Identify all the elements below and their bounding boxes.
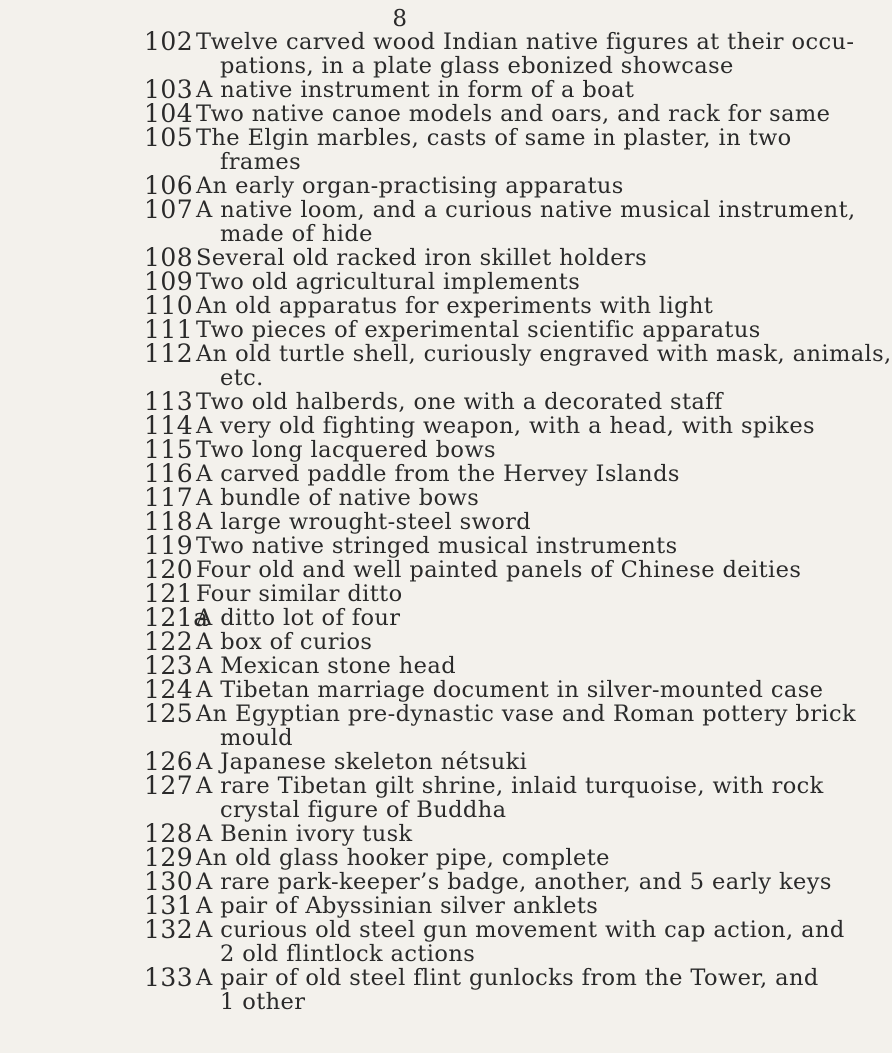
lot-number: 119 [144,531,194,560]
lot-description-continuation: made of hide [220,221,373,247]
lot-description-continuation: pations, in a plate glass ebonized showcase [220,53,734,79]
list-item [0,867,832,896]
lot-description-line: An old apparatus for experiments with light [196,293,714,319]
lot-number: 112 [144,339,194,368]
lot-description [196,318,786,342]
lot-description [196,773,824,823]
page-number: 8 [392,6,408,32]
lot-description [196,510,786,534]
lot-description [196,965,819,1015]
list-item [0,387,800,416]
lot-description [196,701,856,751]
lot-number: 131 [144,891,194,920]
lot-description-line: A rare Tibetan gilt shrine, inlaid turquoise, with rock [196,773,824,799]
lot-description-line: Twelve carved wood Indian native figures at their occu- [196,29,855,55]
list-item [0,75,800,104]
lot-description-line: Several old racked iron skillet holders [196,245,648,271]
list-item [0,555,802,584]
lot-description-line: Two old halberds, one with a decorated staff [196,389,723,415]
lot-description [196,582,786,606]
lot-number: 127 [144,771,194,800]
lot-number: 125 [144,699,194,728]
lot-description-line: A curious old steel gun movement with cap action, and [196,917,845,943]
lot-description-line: An Egyptian pre-dynastic vase and Roman pottery brick [196,701,856,727]
lot-description [196,917,845,967]
lot-description-line: A large wrought-steel sword [196,509,532,535]
lot-description-line: Four old and well painted panels of Chinese deities [196,557,802,583]
lot-number: 121 [144,579,194,608]
lot-description-line: A carved paddle from the Hervey Islands [196,461,680,487]
lot-description-continuation: crystal figure of Buddha [220,797,507,823]
lot-description-line: An old glass hooker pipe, complete [196,845,610,871]
list-item [0,627,800,656]
lot-description [196,125,792,175]
lot-description-line: A native loom, and a curious native musical instrument, [196,197,856,223]
lot-description [196,438,786,462]
lot-description-line: A pair of Abyssinian silver anklets [196,893,599,919]
lot-description [196,413,815,439]
lot-description-line: A native instrument in form of a boat [196,77,635,103]
lot-number: 108 [144,243,194,272]
lot-number: 110 [144,291,194,320]
lot-number: 129 [144,843,194,872]
lot-description-line: A pair of old steel flint gunlocks from the Tower, and [196,965,819,991]
lot-number: 109 [144,267,194,296]
lot-number: 124 [144,675,194,704]
lot-number: 102 [144,27,194,56]
lot-description-line: Two native canoe models and oars, and rack for same [196,101,831,127]
lot-description-line: Two pieces of experimental scientific apparatus [196,317,761,343]
list-item [0,123,800,175]
lot-number: 133 [144,963,194,992]
lot-description-continuation: mould [220,725,293,751]
lot-number: 126 [144,747,194,776]
lot-description [196,246,786,270]
lot-description [196,341,892,391]
list-item [0,291,800,320]
lot-description [196,390,786,414]
list-item [0,435,800,464]
lot-description [196,630,786,654]
lot-description [196,750,786,774]
lot-number: 130 [144,867,194,896]
list-item [0,411,815,440]
lot-description-line: Two old agricultural implements [196,269,581,295]
list-item [0,195,856,247]
lot-description-line: A Tibetan marriage document in silver-mounted case [196,677,824,703]
lot-description [196,29,855,79]
list-item [0,579,800,608]
lot-description [196,869,832,895]
lot-number: 123 [144,651,194,680]
lot-description [196,101,831,127]
list-item [0,315,800,344]
lot-description [196,486,786,510]
lot-description-line: A bundle of native bows [196,485,480,511]
lot-description [196,894,786,918]
list-item [0,771,824,823]
lot-description-line: A Mexican stone head [196,653,457,679]
list-item [0,675,824,704]
list-item [0,651,800,680]
list-item [0,267,800,296]
lot-description [196,557,802,583]
list-item [0,963,819,1015]
lot-description [196,654,786,678]
lot-description-line: Two native stringed musical instruments [196,533,678,559]
lot-description-line: An old turtle shell, curiously engraved with mask, animals, [196,341,892,367]
lot-description-line: Two long lacquered bows [196,437,496,463]
lot-number: 122 [144,627,194,656]
list-item [0,747,800,776]
lot-description [196,197,856,247]
lot-number: 111 [144,315,194,344]
list-item [0,819,800,848]
lot-number: 113 [144,387,194,416]
lot-description [196,174,786,198]
lot-description-continuation: 2 old flintlock actions [220,941,476,967]
list-item [0,171,800,200]
lot-description [196,822,786,846]
lot-number: 116 [144,459,194,488]
list-item [0,507,800,536]
lot-description-continuation: etc. [220,365,264,391]
lot-description [196,677,824,703]
lot-number: 104 [144,99,194,128]
lot-number: 120 [144,555,194,584]
lot-description-continuation: frames [220,149,302,175]
lot-description [196,462,786,486]
lot-description [196,846,786,870]
list-item [0,483,800,512]
lot-number: 117 [144,483,194,512]
lot-number: 107 [144,195,194,224]
list-item [0,339,892,391]
lot-description-line: Four similar ditto [196,581,403,607]
lot-description [196,270,786,294]
lot-description-line: A ditto lot of four [196,605,401,631]
lot-description-line: A very old fighting weapon, with a head, with spikes [196,413,815,439]
lot-number: 115 [144,435,194,464]
lot-number: 128 [144,819,194,848]
lot-number: 105 [144,123,194,152]
lot-number: 114 [144,411,194,440]
list-item [0,603,800,632]
list-item [0,531,800,560]
lot-number: 118 [144,507,194,536]
list-item [0,27,855,79]
list-item [0,99,831,128]
catalogue-list [0,27,892,1015]
lot-description-continuation: 1 other [220,989,306,1015]
lot-description-line: The Elgin marbles, casts of same in plaster, in two [196,125,792,151]
lot-description-line: A box of curios [196,629,373,655]
list-item [0,843,800,872]
lot-description [196,534,786,558]
lot-description-line: A rare park-keeper’s badge, another, and 5 early keys [196,869,832,895]
lot-number: 121a [144,603,209,632]
lot-description-line: A Japanese skeleton nétsuki [196,749,528,775]
lot-number: 103 [144,75,194,104]
list-item [0,459,800,488]
lot-description [196,294,786,318]
list-item [0,915,845,967]
lot-description-line: An early organ-practising apparatus [196,173,624,199]
list-item [0,699,856,751]
list-item [0,243,800,272]
lot-description [196,606,786,630]
lot-description-line: A Benin ivory tusk [196,821,413,847]
lot-number: 106 [144,171,194,200]
list-item [0,891,800,920]
lot-description [196,78,786,102]
lot-number: 132 [144,915,194,944]
